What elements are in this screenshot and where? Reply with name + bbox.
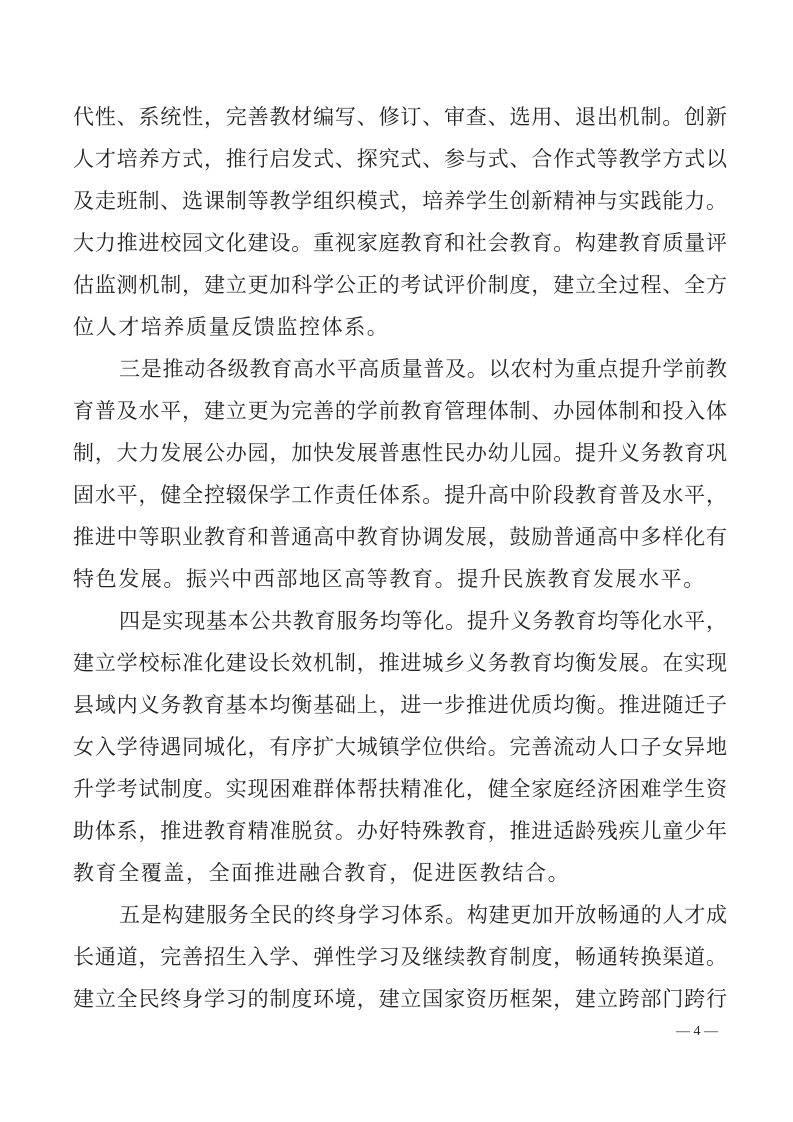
text-line: 五是构建服务全民的终身学习体系。构建更加开放畅通的人才成	[119, 903, 727, 927]
text-line: 大力推进校园文化建设。重视家庭教育和社会教育。构建教育质量评	[73, 231, 727, 255]
text-line: 制，大力发展公办园，加快发展普惠性民办幼儿园。提升义务教育巩	[73, 441, 727, 465]
text-line: 固水平，健全控辍保学工作责任体系。提升高中阶段教育普及水平，	[73, 483, 727, 507]
text-line: 推进中等职业教育和普通高中教育协调发展，鼓励普通高中多样化有	[73, 525, 727, 549]
page-number: — 4 —	[676, 1024, 718, 1039]
text-line: 人才培养方式，推行启发式、探究式、参与式、合作式等教学方式以	[73, 147, 727, 171]
text-line: 助体系，推进教育精准脱贫。办好特殊教育，推进适龄残疾儿童少年	[73, 819, 727, 843]
text-line: 升学考试制度。实现困难群体帮扶精准化，健全家庭经济困难学生资	[73, 777, 727, 801]
document-body	[73, 96, 727, 1020]
text-line: 及走班制、选课制等教学组织模式，培养学生创新精神与实践能力。	[73, 189, 727, 213]
text-line: 特色发展。振兴中西部地区高等教育。提升民族教育发展水平。	[73, 567, 706, 591]
text-line: 四是实现基本公共教育服务均等化。提升义务教育均等化水平，	[119, 609, 727, 633]
text-line: 代性、系统性，完善教材编写、修订、审查、选用、退出机制。创新	[73, 105, 727, 129]
text-line: 县域内义务教育基本均衡基础上，进一步推进优质均衡。推进随迁子	[73, 693, 727, 717]
text-line: 育普及水平，建立更为完善的学前教育管理体制、办园体制和投入体	[73, 399, 727, 423]
text-line: 教育全覆盖，全面推进融合教育，促进医教结合。	[73, 861, 571, 885]
text-line: 建立全民终身学习的制度环境，建立国家资历框架，建立跨部门跨行	[73, 987, 727, 1011]
text-line: 位人才培养质量反馈监控体系。	[73, 315, 390, 339]
text-line: 女入学待遇同城化，有序扩大城镇学位供给。完善流动人口子女异地	[73, 735, 727, 759]
text-line: 估监测机制，建立更加科学公正的考试评价制度，建立全过程、全方	[73, 273, 727, 297]
text-line: 建立学校标准化建设长效机制，推进城乡义务教育均衡发展。在实现	[73, 651, 727, 675]
text-line: 三是推动各级教育高水平高质量普及。以农村为重点提升学前教	[119, 357, 727, 381]
text-line: 长通道，完善招生入学、弹性学习及继续教育制度，畅通转换渠道。	[73, 945, 727, 969]
